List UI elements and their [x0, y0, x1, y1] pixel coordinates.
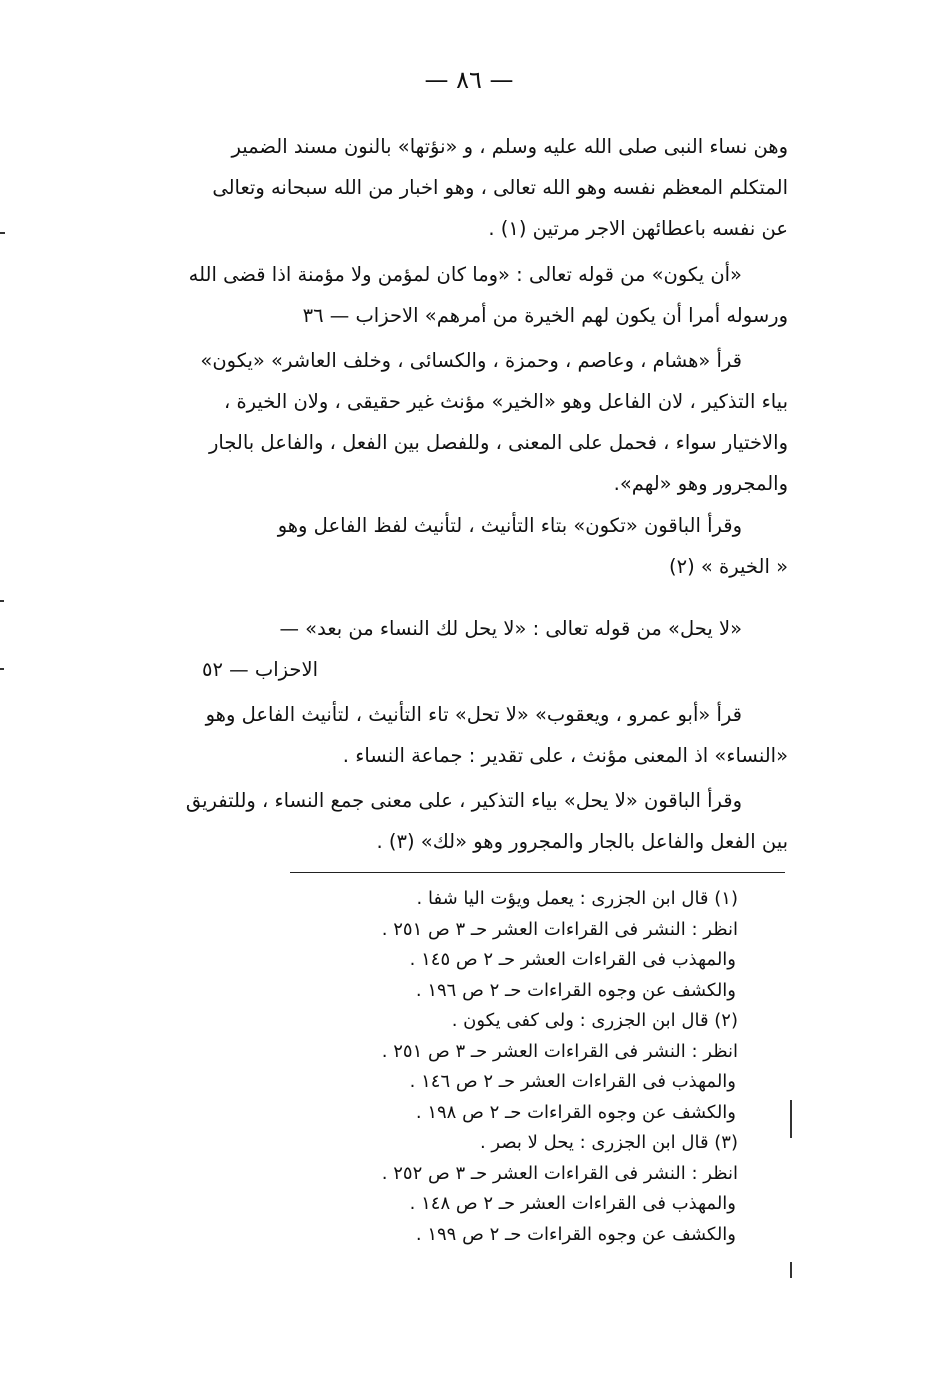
- scan-mark: [790, 1100, 792, 1138]
- text-line: عن نفسه باعطائهن الاجر مرتين (١) .: [488, 217, 788, 240]
- footnote-line: والمهذب فى القراءات العشر حـ ٢ ص ١٤٦ .: [409, 1071, 736, 1092]
- text-line: وهن نساء النبى صلى الله عليه وسلم ، و «نؤتها» بالنون مسند الضمير: [231, 135, 788, 158]
- scan-mark: [0, 668, 4, 670]
- paragraph-7: [112, 780, 788, 862]
- text-line: بياء التذكير ، لان الفاعل وهو «الخير» مؤنث غير حقيقى ، ولان الخيرة ،: [223, 390, 788, 413]
- text-line: «أن يكون» من قوله تعالى : «وما كان لمؤمن ولا مؤمنة اذا قضى الله: [188, 263, 742, 286]
- text-line: والمجرور وهو «لهم».: [613, 472, 788, 495]
- text-line: «النساء» اذ المعنى مؤنث ، على تقدير : جماعة النساء .: [342, 744, 788, 767]
- page-number: — ٨٦ —: [424, 66, 514, 94]
- footnote-line: والمهذب فى القراءات العشر حـ ٢ ص ١٤٨ .: [409, 1193, 736, 1214]
- text-line: والاختيار سواء ، فحمل على المعنى ، وللفصل بين الفعل ، والفاعل بالجار: [208, 431, 788, 454]
- footnote-line: والكشف عن وجوه القراءات حـ ٢ ص ١٩٦ .: [415, 979, 736, 1001]
- footnote-line: (٣) قال ابن الجزرى : يحل لا بصر .: [479, 1132, 738, 1153]
- paragraph-2: [112, 254, 788, 336]
- surah-reference: الاحزاب — ٥٢: [202, 658, 318, 681]
- text-line: وقرأ الباقون «تكون» بتاء التأنيث ، لتأنيث لفظ الفاعل وهو: [277, 514, 742, 537]
- footnotes: [268, 884, 738, 1250]
- scan-mark: [0, 232, 5, 234]
- footnote-line: والكشف عن وجوه القراءات حـ ٢ ص ١٩٩ .: [415, 1223, 736, 1245]
- surah-reference: الاحزاب — ٣٦: [302, 304, 419, 327]
- paragraph-4: [112, 505, 788, 587]
- text-line: « الخيرة » (٢): [669, 555, 788, 578]
- scan-mark: [790, 1262, 792, 1278]
- paragraph-1: [112, 126, 788, 249]
- paragraph-3: [112, 340, 788, 504]
- text-line: قرأ «هشام ، وعاصم ، وحمزة ، والكسائى ، وخلف العاشر» «يكون»: [200, 349, 742, 372]
- text-line: قرأ «أبو عمرو ، ويعقوب» «لا تحل» تاء التأنيث ، لتأنيث الفاعل وهو: [205, 703, 742, 726]
- quote-text: ورسوله أمرا أن يكون لهم الخيرة من أمرهم»: [424, 304, 788, 327]
- footnote-line: والكشف عن وجوه القراءات حـ ٢ ص ١٩٨ .: [415, 1101, 736, 1123]
- text-line: [112, 295, 788, 336]
- footnote-line: انظر : النشر فى القراءات العشر حـ ٣ ص ٢٥٢ .: [381, 1162, 738, 1184]
- text-line: بين الفعل والفاعل بالجار والمجرور وهو «لك» (٣) .: [376, 830, 788, 853]
- footnote-line: والمهذب فى القراءات العشر حـ ٢ ص ١٤٥ .: [409, 949, 736, 970]
- text-line: وقرأ الباقون «لا يحل» بياء التذكير ، على معنى جمع النساء ، وللتفريق: [185, 789, 742, 812]
- footnote-line: انظر : النشر فى القراءات العشر حـ ٣ ص ٢٥١ .: [381, 1040, 738, 1062]
- footnote-line: انظر : النشر فى القراءات العشر حـ ٣ ص ٢٥١ .: [381, 918, 738, 940]
- footnote-separator: [290, 872, 785, 873]
- text-line: المتكلم المعظم نفسه وهو الله تعالى ، وهو اخبار من الله سبحانه وتعالى: [212, 176, 788, 199]
- footnote-line: (١) قال ابن الجزرى : يعمل ويؤت اليا شفا .: [416, 888, 738, 909]
- text-line: «لا يحل» من قوله تعالى : «لا يحل لك النساء من بعد» —: [279, 617, 742, 640]
- footnote-line: (٢) قال ابن الجزرى : ولى كفى يكون .: [451, 1010, 738, 1031]
- paragraph-5: [112, 608, 788, 690]
- paragraph-6: [112, 694, 788, 776]
- scan-mark: [0, 600, 4, 602]
